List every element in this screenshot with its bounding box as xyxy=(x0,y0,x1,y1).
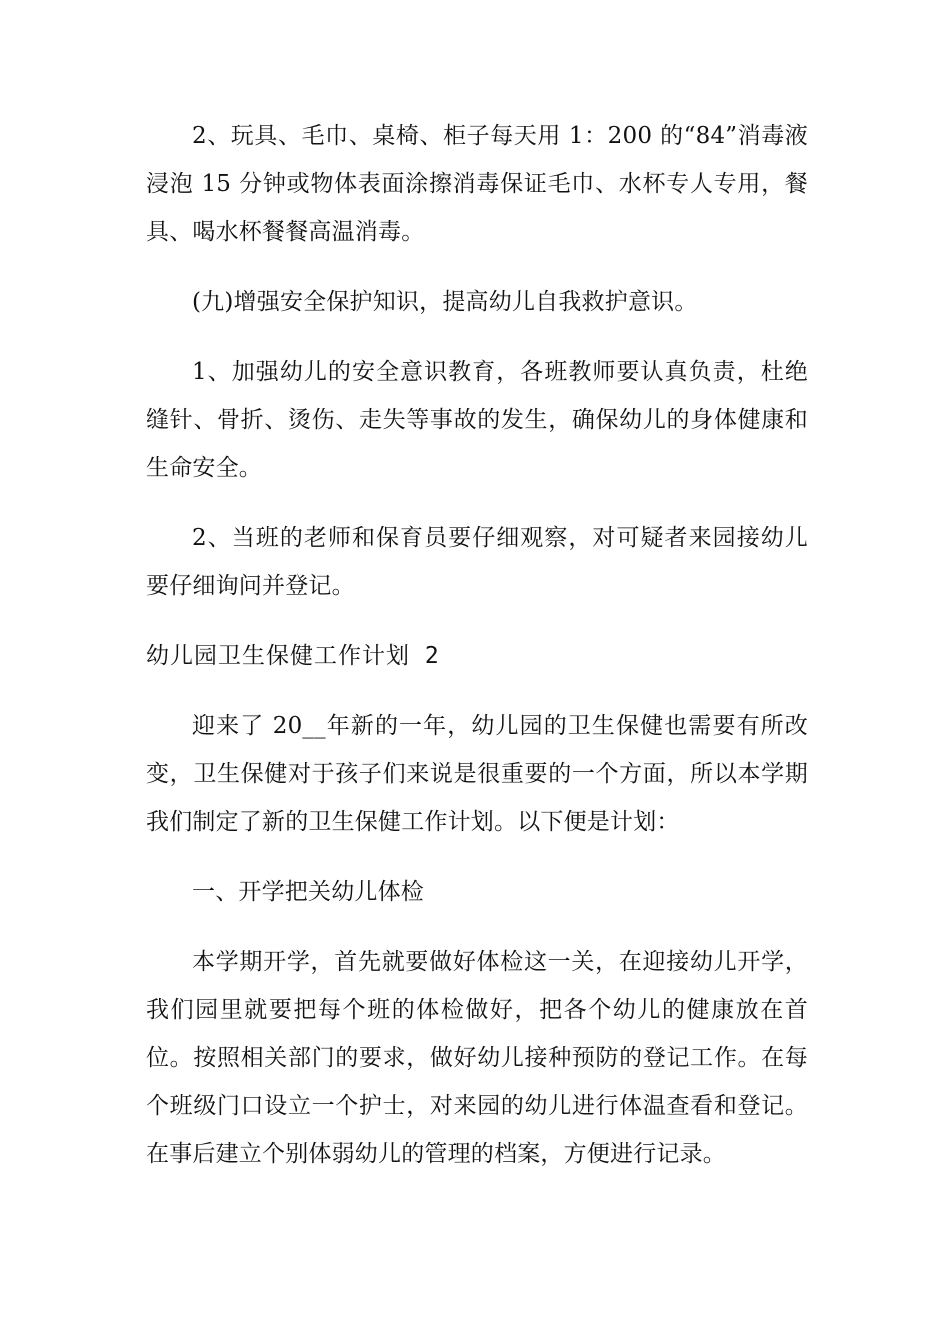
paragraph-disinfection: 2、玩具、毛巾、桌椅、柜子每天用 1：200 的“84”消毒液浸泡 15 分钟或物体表面涂擦消毒保证毛巾、水杯专人专用，餐具、喝水杯餐餐高温消毒。 xyxy=(146,123,808,245)
paragraph-pickup-check: 2、当班的老师和保育员要仔细观察，对可疑者来园接幼儿要仔细询问并登记。 xyxy=(146,525,808,599)
section-title: 幼儿园卫生保健工作计划 2 xyxy=(146,643,440,669)
paragraph-intro: 迎来了 20__年新的一年，幼儿园的卫生保健也需要有所改变，卫生保健对于孩子们来说是很重要的一个方面，所以本学期我们制定了新的卫生保健工作计划。以下便是计划： xyxy=(146,713,808,835)
paragraph-subheading-checkup: 一、开学把关幼儿体检 xyxy=(192,879,424,905)
paragraph-safety-education: 1、加强幼儿的安全意识教育，各班教师要认真负责，杜绝缝针、骨折、烫伤、走失等事故的发生，确保幼儿的身体健康和生命安全。 xyxy=(146,359,808,481)
paragraph-safety-heading: (九)增强安全保护知识，提高幼儿自我救护意识。 xyxy=(192,289,698,315)
paragraph-checkup-details: 本学期开学，首先就要做好体检这一关，在迎接幼儿开学，我们园里就要把每个班的体检做好，把各个幼儿的健康放在首位。按照相关部门的要求，做好幼儿接种预防的登记工作。在每个班级门口设立一个护士，对来园的幼儿进行体温查看和登记。在事后建立个别体弱幼儿的管理的档案，方便进行记录。 xyxy=(146,949,808,1167)
document-body xyxy=(146,112,808,1178)
